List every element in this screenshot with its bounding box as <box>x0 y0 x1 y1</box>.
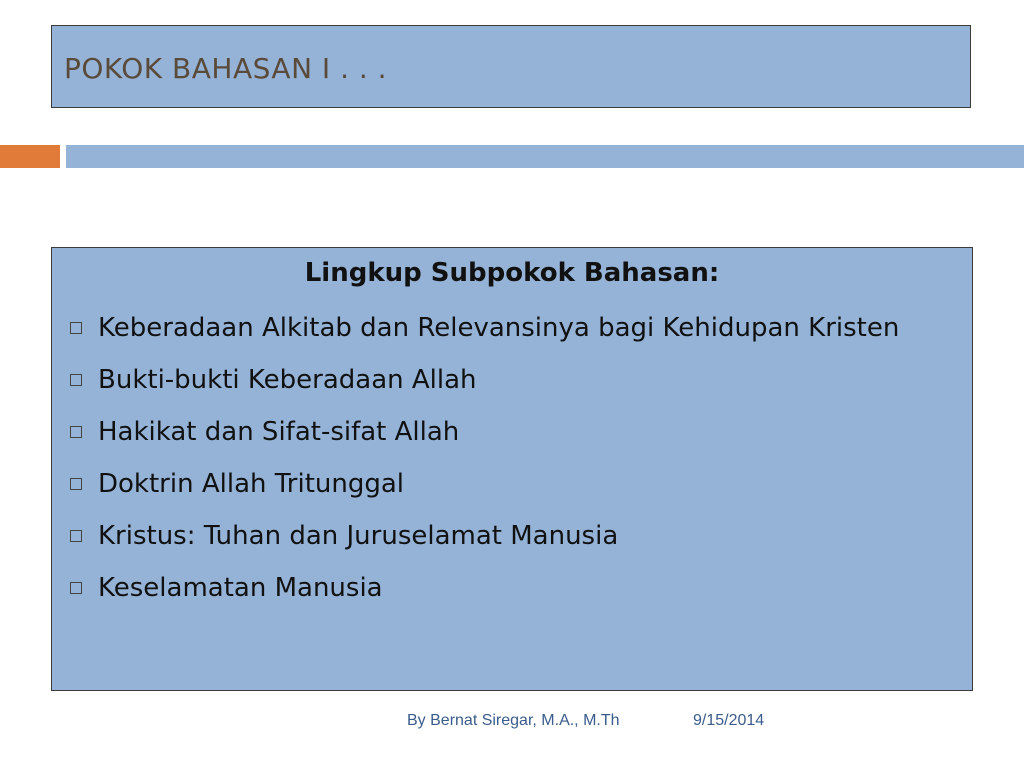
hollow-square-bullet-icon <box>70 426 82 438</box>
list-item <box>68 570 948 606</box>
bullet-list <box>68 310 948 622</box>
list-item-text: Keselamatan Manusia <box>98 573 383 603</box>
accent-bar-blue <box>66 145 1024 168</box>
list-item <box>68 466 948 502</box>
footer-author: By Bernat Siregar, M.A., M.Th <box>407 712 620 729</box>
accent-bar-orange <box>0 145 60 168</box>
list-item <box>68 310 948 346</box>
hollow-square-bullet-icon <box>70 322 82 334</box>
list-item <box>68 414 948 450</box>
list-item <box>68 362 948 398</box>
list-item-text: Hakikat dan Sifat-sifat Allah <box>98 417 460 447</box>
title-box <box>51 25 971 108</box>
hollow-square-bullet-icon <box>70 478 82 490</box>
footer-date: 9/15/2014 <box>693 712 765 729</box>
content-box <box>51 247 973 691</box>
list-item-text: Keberadaan Alkitab dan Relevansinya bagi Kehidupan Kristen <box>98 313 900 343</box>
list-item-text: Doktrin Allah Tritunggal <box>98 469 405 499</box>
list-item-text: Kristus: Tuhan dan Juruselamat Manusia <box>98 521 619 551</box>
slide-title: POKOK BAHASAN I . . . <box>64 52 388 85</box>
hollow-square-bullet-icon <box>70 530 82 542</box>
content-heading: Lingkup Subpokok Bahasan: <box>304 258 720 288</box>
hollow-square-bullet-icon <box>70 374 82 386</box>
list-item-text: Bukti-bukti Keberadaan Allah <box>98 365 477 395</box>
hollow-square-bullet-icon <box>70 582 82 594</box>
list-item <box>68 518 948 554</box>
